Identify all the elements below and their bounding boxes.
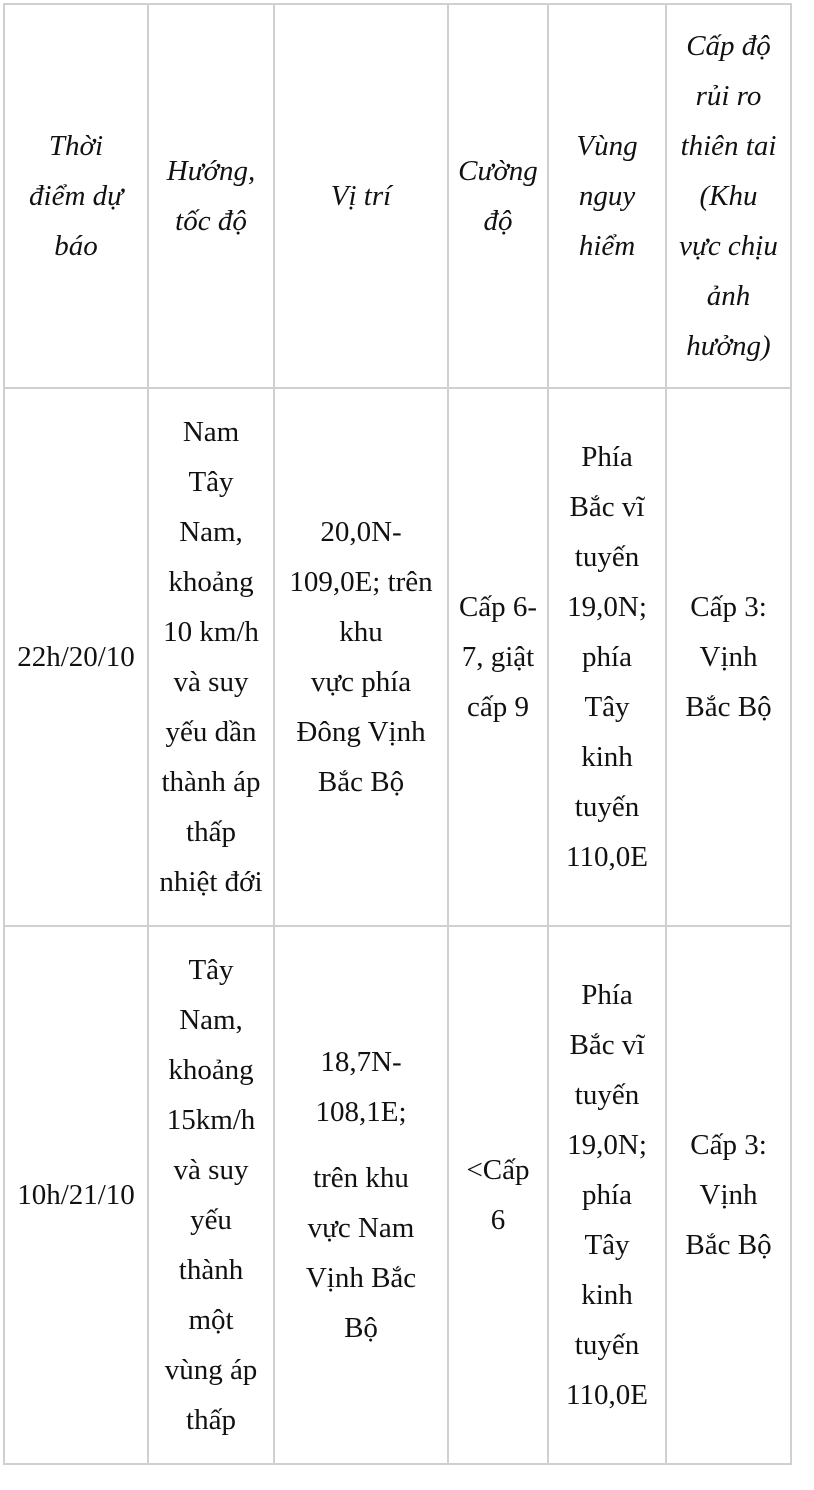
cell-text-line: khu <box>339 616 383 648</box>
cell-text-line: Nam, <box>179 516 243 548</box>
cell-text-line: Nam <box>182 416 240 448</box>
cell-intensity <box>448 926 548 1464</box>
cell-text-line: tốc độ <box>175 205 247 237</box>
header-forecast-time <box>4 4 148 388</box>
cell-text-line: 10 km/h <box>163 616 259 648</box>
cell-text-line: Thời <box>48 130 104 162</box>
cell-position <box>274 388 448 926</box>
cell-text-line: phía <box>582 641 632 673</box>
cell-text-line: (Khu <box>699 180 758 212</box>
cell-text-line: Cấp độ <box>686 30 771 62</box>
cell-text-line: Phía <box>581 979 633 1011</box>
cell-text-line: Cường <box>458 155 538 187</box>
cell-text-line: Cấp 6- <box>458 591 538 623</box>
cell-text-line: Bắc Bộ <box>685 1229 772 1261</box>
cell-text-line: trên khu <box>313 1162 409 1194</box>
header-risk-level <box>666 4 791 388</box>
cell-text-line: Tây <box>584 1229 630 1261</box>
cell-text-line: phía <box>582 1179 632 1211</box>
cell-text-line: thành <box>178 1254 244 1286</box>
cell-risk-level <box>666 388 791 926</box>
header-position <box>274 4 448 388</box>
cell-text-line: Cấp 3: <box>690 1129 767 1161</box>
cell-direction-speed <box>148 926 274 1464</box>
cell-text-line: thành áp <box>161 766 261 798</box>
cell-text-line: 110,0E <box>566 841 648 873</box>
cell-text-line: kinh <box>581 741 633 773</box>
cell-text-line: độ <box>483 205 513 237</box>
cell-text-line: Vùng <box>576 130 638 162</box>
cell-text-line: tuyến <box>574 541 640 573</box>
cell-position <box>274 926 448 1464</box>
position-area <box>276 1153 446 1353</box>
cell-text-line: 20,0N- <box>320 516 402 548</box>
cell-text-line: thấp <box>186 1404 236 1436</box>
cell-text-line: 15km/h <box>166 1104 256 1136</box>
cell-text-line: Bắc Bộ <box>317 766 405 798</box>
cell-text-line: yếu dần <box>165 716 257 748</box>
cell-text-line: một <box>188 1304 234 1336</box>
cell-text-line: vùng áp <box>164 1354 258 1386</box>
cell-text-line: hưởng) <box>686 330 771 362</box>
cell-text-line: thiên tai <box>680 130 777 162</box>
table-row <box>4 926 791 1464</box>
cell-text-line: Tây <box>188 954 234 986</box>
cell-text-line: Bắc vĩ <box>569 491 645 523</box>
cell-risk-level <box>666 926 791 1464</box>
forecast-table <box>3 3 792 1465</box>
cell-text-line: khoảng <box>168 1054 254 1086</box>
cell-text-line: nhiệt đới <box>159 866 263 898</box>
position-coordinates <box>276 1037 446 1137</box>
cell-text-line: Vịnh <box>699 1179 758 1211</box>
cell-time: 10h/21/10 <box>4 926 148 1464</box>
header-intensity <box>448 4 548 388</box>
cell-text-line: 19,0N; <box>567 591 647 623</box>
cell-text-line: Phía <box>581 441 633 473</box>
cell-text-line: báo <box>54 230 98 262</box>
cell-text-line: vực Nam <box>307 1212 415 1244</box>
cell-text-line: ảnh <box>706 280 751 312</box>
cell-direction-speed <box>148 388 274 926</box>
cell-text-line: 7, giật <box>461 641 535 673</box>
cell-text-line: 6 <box>490 1204 506 1236</box>
cell-text-line: Cấp 3: <box>690 591 767 623</box>
cell-text-line: Đông Vịnh <box>296 716 426 748</box>
cell-text-line: 109,0E; trên <box>289 566 433 598</box>
cell-text-line: Hướng, <box>166 155 256 187</box>
cell-text-line: Vị trí <box>330 180 392 212</box>
cell-text-line: Nam, <box>179 1004 243 1036</box>
cell-text-line: khoảng <box>168 566 254 598</box>
cell-text-line: nguy <box>578 180 636 212</box>
cell-time: 22h/20/10 <box>4 388 148 926</box>
cell-text-line: 18,7N- <box>320 1046 402 1078</box>
cell-text-line: kinh <box>581 1279 633 1311</box>
cell-danger-zone <box>548 388 666 926</box>
cell-text-line: thấp <box>186 816 236 848</box>
cell-text-line: rủi ro <box>695 80 762 112</box>
header-danger-zone <box>548 4 666 388</box>
cell-text-line: Bắc vĩ <box>569 1029 645 1061</box>
cell-text-line: Tây <box>584 691 630 723</box>
cell-text-line: tuyến <box>574 791 640 823</box>
cell-text-line: 108,1E; <box>315 1096 407 1128</box>
cell-text-line: hiểm <box>578 230 636 262</box>
table-header-row <box>4 4 791 388</box>
cell-text-line: điểm dự <box>29 180 123 212</box>
cell-intensity <box>448 388 548 926</box>
cell-text-line: yếu <box>190 1204 232 1236</box>
cell-text-line: cấp 9 <box>467 691 529 723</box>
cell-text-line: và suy <box>173 666 249 698</box>
cell-text-line: Vịnh Bắc <box>305 1262 417 1294</box>
cell-text-line: tuyến <box>574 1079 640 1111</box>
cell-text-line: vực phía <box>310 666 412 698</box>
cell-text-line: và suy <box>173 1154 249 1186</box>
table-row <box>4 388 791 926</box>
cell-text-line: 19,0N; <box>567 1129 647 1161</box>
cell-text-line: 110,0E <box>566 1379 648 1411</box>
cell-text-line: Bắc Bộ <box>685 691 772 723</box>
cell-danger-zone <box>548 926 666 1464</box>
cell-text-line: Tây <box>188 466 234 498</box>
cell-text-line: vực chịu <box>679 230 778 262</box>
header-direction-speed <box>148 4 274 388</box>
cell-text-line: Bộ <box>344 1312 378 1344</box>
cell-text-line: tuyến <box>574 1329 640 1361</box>
cell-text-line: <Cấp <box>466 1154 530 1186</box>
cell-text-line: Vịnh <box>699 641 758 673</box>
